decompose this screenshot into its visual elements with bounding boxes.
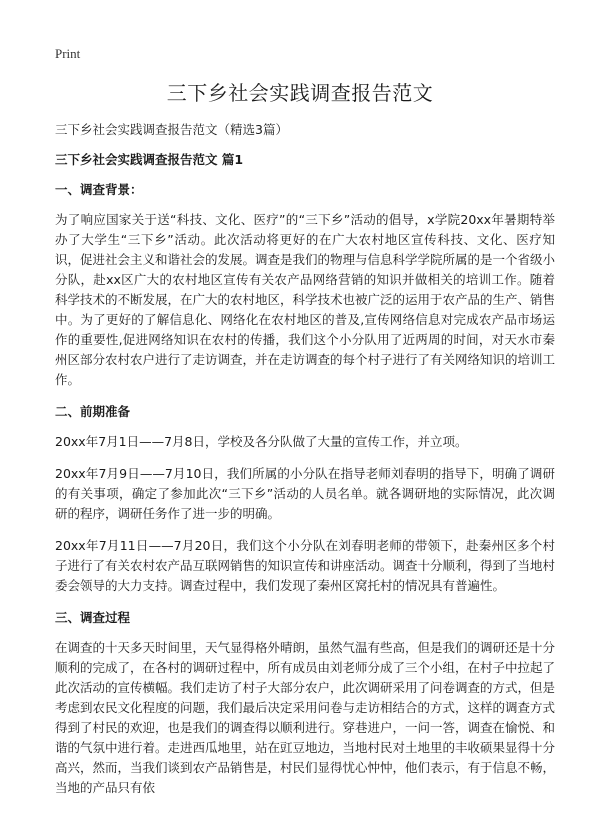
paragraph: 在调查的十天多天时间里，天气显得格外晴朗，虽然气温有些高，但是我们的调研还是十分顺利的完成了，在各村的调研过程中，所有成员由刘老师分成了三个小组，在村子中拉起了此次活动的宣传横幅。我们走访了村子大部分农户，此次调研采用了问卷调查的方式，但是考虑到农民文化程度的问题，我们最后决定采用问卷与走访相结合的方式，这样的调查方式得到了村民的欢迎，也是我们的调查得以顺利进行。穿巷进户，一问一答，调查在愉悦、和谐的气氛中进行着。走进西瓜地里，站在豇豆地边，当地村民对土地里的丰收硕果显得十分高兴，然而，当我们谈到农产品销售是，村民们显得忧心忡忡，他们表示，有于信息不畅，当地的产品只有依 [55,640,556,795]
paragraph: 为了响应国家关于送“科技、文化、医疗”的“三下乡”活动的倡导，x学院20xx年暑期特举办了大学生“三下乡”活动。此次活动将更好的在广大农村地区宣传科技、文化、医疗知识，促进社会主义和谐社会的发展。调查是我们的物理与信息科学学院所属的是一个省级小分队，赴xx区广大的农村地区宣传有关农产品网络营销的知识并做相关的培训工作。随着科学技术的不断发展，在广大的农村地区，科学技术也被广泛的运用于农产品的生产、销售中。为了更好的了解信息化、网络化在农村地区的普及,宣传网络信息对完成农产品市场运作的重要性,促进网络知识在农村的传播，我们这个小分队用了近两周的时间，对天水市秦州区部分农村农户进行了走访调查，并在走访调查的每个村子进行了有关网络知识的培训工作。 [55,212,556,387]
paragraph: 20xx年7月9日——7月10日，我们所属的小分队在指导老师刘春明的指导下，明确了调研的有关事项，确定了参加此次“三下乡”活动的人员名单。就各调研地的实际情况，此次调研的程序，调研任务作了进一步的明确。 [55,466,555,521]
paragraph: 20xx年7月11日——7月20日，我们这个小分队在刘春明老师的带领下，赴秦州区多个村子进行了有关农村农产品互联网销售的知识宣传和讲座活动。调查十分顺利，得到了当地村委会领导的大力支持。调查过程中，我们发现了秦州区窝托村的情况具有普遍性。 [55,538,556,593]
article-heading: 三下乡社会实践调查报告范文 篇1 [55,152,244,167]
page-title: 三下乡社会实践调查报告范文 [166,81,434,105]
section-heading: 二、前期准备 [55,404,131,419]
section-background [55,180,555,390]
paragraph: 20xx年7月1日——7月8日，学校及各分队做了大量的宣传工作，并立项。 [55,434,468,449]
print-link[interactable]: Print [55,46,81,61]
section-process [55,608,555,798]
document-body [55,120,555,810]
document-subtitle: 三下乡社会实践调查报告范文（精选3篇） [55,122,288,137]
section-heading: 一、调查背景： [55,182,143,197]
section-heading: 三、调查过程 [55,610,131,625]
section-preparation [55,402,555,596]
